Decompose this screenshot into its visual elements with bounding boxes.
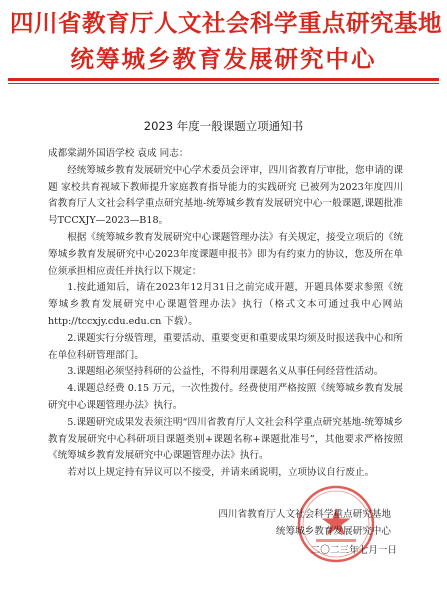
paragraph-rule-1: 1.按此通知后，请在2023年12月31日之前完成开题，开题具体要求参照《统筹城乡教育发展研究中心课题管理办法》执行（格式文本可通过我中心网站 http://tccxjy.cdu.edu.cn 下载）。 <box>48 282 403 327</box>
document-body <box>48 146 403 482</box>
letterhead-line-2: 统筹城乡教育发展研究中心 <box>70 45 377 73</box>
paragraph-rule-5: 5.课题研究成果发表须注明“四川省教育厅人文社会科学重点研究基地-统筹城乡教育发展研究中心科研项目课题类别+课题名称+课题批准号”，其他要求严格按照《统筹城乡教育发展研究中心课题管理办法》执行。 <box>48 416 403 462</box>
signature-date: 二〇二三年七月一日 <box>310 545 397 556</box>
paragraph-rule-3: 3.课题组必须坚持科研的公益性，不得利用课题名义从事任何经营性活动。 <box>67 366 384 378</box>
letterhead-line-1: 四川省教育厅人文社会科学重点研究基地 <box>10 9 442 37</box>
paragraph-rule-2: 2.课题实行分级管理，重要活动、重要变更和重要成果均须及时报送我中心和所在单位科研管理部门。 <box>48 332 403 361</box>
letterhead-rule-thick <box>8 78 439 81</box>
letterhead-rule-thin <box>8 83 439 84</box>
signature-org-1: 四川省教育厅人文社会科学重点研究基地 <box>218 509 391 520</box>
salutation: 成都棠湖外国语学校 袁成 同志： <box>48 148 189 159</box>
document-title: 2023 年度一般课题立项通知书 <box>143 119 304 133</box>
paragraph-closing: 若对以上规定持有异议可以不接受，并请来函说明，立项协议自行废止。 <box>67 467 375 479</box>
paragraph-intro: 经统筹城乡教育发展研究中心学术委员会评审，四川省教育厅审批，您申请的课题 家校共育视域下教师提升家庭教育指导能力的实践研究 已被列为2023年度四川省教育厅人文社会科学重点研究基地-统筹城乡教育发展研究中心一般课题,课题批准号TCCXJY—2023—B18。 <box>48 164 403 227</box>
paragraph-rules-intro: 根据《统筹城乡教育发展研究中心课题管理办法》有关规定，接受立项后的《统筹城乡教育发展研究中心2023年度课题申报书》即为有约束力的协议，您及所在单位须承担相应责任并执行以下规定： <box>48 231 403 277</box>
signature-org-2: 统筹城乡教育发展研究中心 <box>275 526 391 537</box>
paragraph-rule-4: 4.课题总经费 0.15 万元，一次性拨付。经费使用严格按照《统筹城乡教育发展研究中心课题管理办法》执行。 <box>48 383 403 411</box>
